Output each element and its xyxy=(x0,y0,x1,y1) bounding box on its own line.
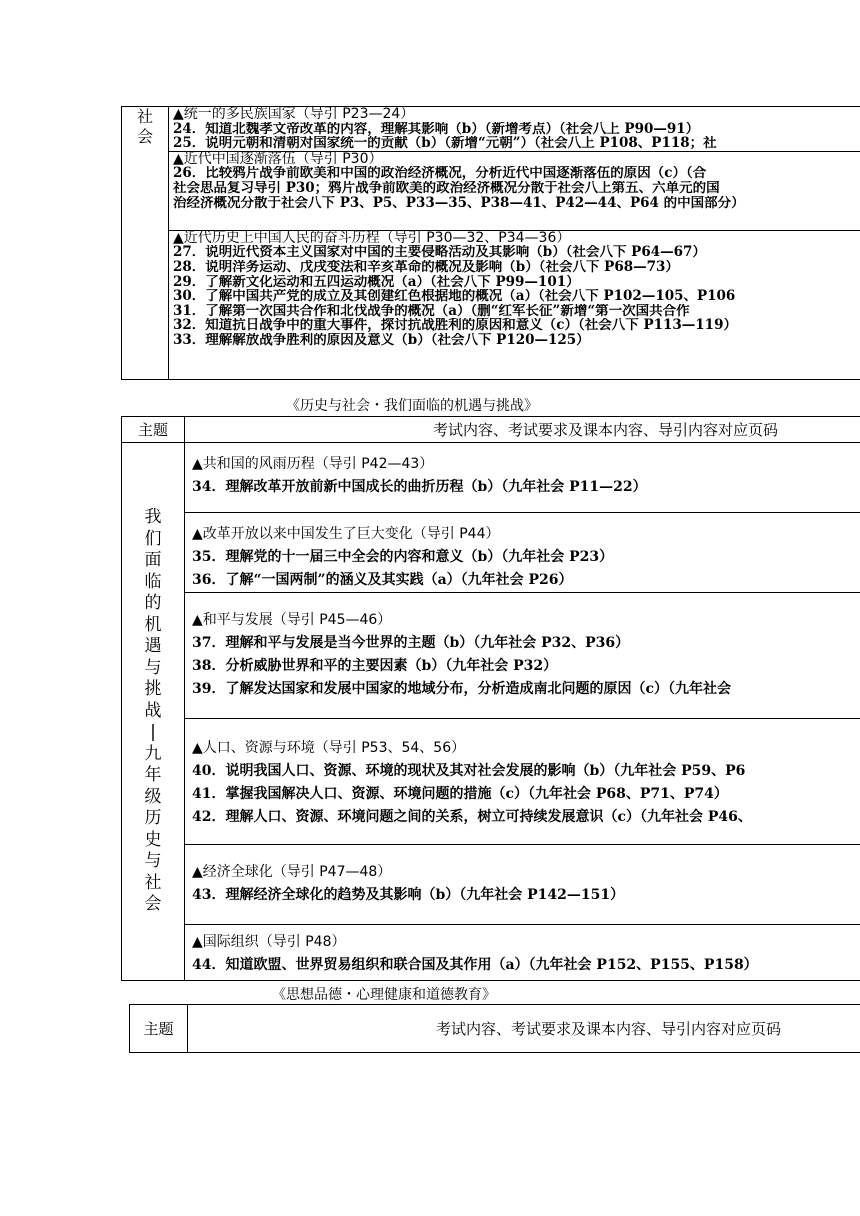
exam-item: 42．理解人口、资源、环境问题之间的关系，树立可持续发展意识（c）（九年社会 P46、 xyxy=(192,809,752,825)
content-group-6 xyxy=(185,925,860,977)
exam-item: 39．了解发达国家和发展中国家的地域分布，分析造成南北问题的原因（c）（九年社会 xyxy=(192,681,732,697)
section-heading: ▲近代历史上中国人民的奋斗历程（导引 P30—32、P34—36） xyxy=(173,230,571,246)
section-heading: ▲改革开放以来中国发生了巨大变化（导引 P44） xyxy=(192,526,500,542)
table-row xyxy=(122,593,860,719)
content-group-1 xyxy=(185,443,860,499)
side-label xyxy=(122,107,168,147)
side-label-char: 与 xyxy=(144,851,162,872)
exam-item: 36．了解“一国两制”的涵义及其实践（a）（九年社会 P26） xyxy=(192,572,573,588)
exam-item: 28．说明洋务运动、戊戌变法和辛亥革命的概况及影响（b）（社会八下 P68—73） xyxy=(173,259,679,275)
exam-item: 40．说明我国人口、资源、环境的现状及其对社会发展的影响（b）（九年社会 P59、P6 xyxy=(192,763,746,779)
content-cell xyxy=(185,845,860,925)
table-header-row xyxy=(130,1005,860,1053)
side-label-char: 遇 xyxy=(144,636,162,657)
table-row xyxy=(122,719,860,845)
exam-item: 社会思品复习导引 P30；鸦片战争前欧美的政治经济概况分散于社会八上第五、六单元的国 xyxy=(173,180,720,196)
content-cell xyxy=(185,513,860,593)
exam-item: 34．理解改革开放前新中国成长的曲折历程（b）（九年社会 P11—22） xyxy=(192,479,647,495)
table-row xyxy=(122,513,860,593)
exam-item: 41．掌握我国解决人口、资源、环境问题的措施（c）（九年社会 P68、P71、P74） xyxy=(192,786,728,802)
content-group-3 xyxy=(185,593,860,701)
side-label-char: 社 xyxy=(136,107,153,126)
side-label-char: 会 xyxy=(136,127,153,146)
side-label-char: 级 xyxy=(144,786,162,807)
table-society-part xyxy=(121,106,860,380)
section-heading: ▲共和国的风雨历程（导引 P42—43） xyxy=(192,456,434,472)
exam-item: 38．分析威胁世界和平的主要因素（b）（九年社会 P32） xyxy=(192,658,558,674)
side-label-char: 我 xyxy=(144,507,162,528)
exam-item: 35．理解党的十一届三中全会的内容和意义（b）（九年社会 P23） xyxy=(192,549,614,565)
side-label-char: 年 xyxy=(144,765,162,786)
exam-item: 25．说明元朝和清朝对国家统一的贡献（b）（新增“元朝”）（社会八上 P108、P118；社 xyxy=(173,136,717,151)
table-ideology-morality xyxy=(129,1004,860,1053)
side-label-char: 史 xyxy=(144,829,162,850)
section-heading: ▲国际组织（导引 P48） xyxy=(192,934,346,950)
section-heading: ▲和平与发展（导引 P45—46） xyxy=(192,612,392,628)
subject-cell xyxy=(122,107,169,380)
section-heading: ▲近代中国逐渐落伍（导引 P30） xyxy=(173,151,383,167)
exam-item: 44．知道欧盟、世界贸易组织和联合国及其作用（a）（九年社会 P152、P155、P158） xyxy=(192,957,758,973)
side-label-char: 临 xyxy=(144,571,162,592)
content-group-2 xyxy=(185,513,860,592)
table-header-row xyxy=(122,417,860,443)
side-label-char: | xyxy=(150,722,156,743)
exam-item: 26．比较鸦片战争前欧美和中国的政治经济概况，分析近代中国逐渐落伍的原因（c）（合 xyxy=(173,166,707,181)
side-label-char: 社 xyxy=(144,872,162,893)
content-group-5 xyxy=(185,845,860,907)
table-row xyxy=(122,107,860,152)
subject-cell xyxy=(122,443,185,981)
table-row xyxy=(122,443,860,513)
header-content: 考试内容、考试要求及课本内容、导引内容对应页码 xyxy=(188,1005,860,1053)
table-row xyxy=(122,845,860,925)
content-group-1 xyxy=(169,107,860,151)
exam-item: 32．知道抗日战争中的重大事件，探讨抗战胜利的原因和意义（c）（社会八下 P113—119） xyxy=(173,318,737,333)
side-label-char: 的 xyxy=(144,593,162,614)
side-label-char: 们 xyxy=(144,528,162,549)
header-topic: 主题 xyxy=(130,1005,188,1053)
section-caption-ideology-morality: 《思想品德・心理健康和道德教育》 xyxy=(272,987,496,1003)
content-cell xyxy=(185,443,860,513)
exam-item: 29．了解新文化运动和五四运动概况（a）（社会八下 P99—101） xyxy=(173,274,580,290)
content-group-3 xyxy=(169,231,860,348)
section-caption-history-society: 《历史与社会・我们面临的机遇与挑战》 xyxy=(286,398,538,414)
content-cell xyxy=(185,719,860,845)
content-group-4 xyxy=(185,719,860,829)
content-cell xyxy=(185,925,860,981)
content-cell xyxy=(169,151,860,230)
exam-item: 43．理解经济全球化的趋势及其影响（b）（九年社会 P142—151） xyxy=(192,887,625,903)
exam-item: 27．说明近代资本主义国家对中国的主要侵略活动及其影响（b）（社会八下 P64—67） xyxy=(173,245,706,260)
content-group-2 xyxy=(169,152,860,210)
table-opportunities-challenges xyxy=(121,416,860,981)
exam-item: 33．理解解放战争胜利的原因及意义（b）（社会八下 P120—125） xyxy=(173,332,590,348)
side-label-char: 与 xyxy=(144,657,162,678)
header-content: 考试内容、考试要求及课本内容、导引内容对应页码 xyxy=(185,417,860,443)
side-label-char: 挑 xyxy=(144,679,162,700)
side-label-char: 会 xyxy=(144,894,162,915)
exam-item: 24．知道北魏孝文帝改革的内容，理解其影响（b）（新增考点）（社会八上 P90—91） xyxy=(173,121,700,137)
side-label-char: 战 xyxy=(144,700,162,721)
content-cell xyxy=(169,107,860,152)
section-heading: ▲经济全球化（导引 P47—48） xyxy=(192,864,392,880)
content-cell xyxy=(185,593,860,719)
section-heading: ▲人口、资源与环境（导引 P53、54、56） xyxy=(192,740,466,756)
side-label-char: 面 xyxy=(144,550,162,571)
side-label-char: 历 xyxy=(144,808,162,829)
side-label-char: 机 xyxy=(144,614,162,635)
exam-item: 治经济概况分散于社会八下 P3、P5、P33—35、P38—41、P42—44、P64 的中国部分） xyxy=(173,195,745,211)
table-row xyxy=(122,230,860,379)
exam-item: 31．了解第一次国共合作和北伐战争的概况（a）（删“红军长征”新增“第一次国共合作 xyxy=(173,303,690,319)
exam-item: 30．了解中国共产党的成立及其创建红色根据地的概况（a）（社会八下 P102—105、P106 xyxy=(173,289,736,304)
section-heading: ▲统一的多民族国家（导引 P23—24） xyxy=(173,107,415,122)
side-label-char: 九 xyxy=(144,743,162,764)
side-label xyxy=(122,507,184,916)
header-topic: 主题 xyxy=(122,417,185,443)
exam-item: 37．理解和平与发展是当今世界的主题（b）（九年社会 P32、P36） xyxy=(192,635,630,651)
table-row xyxy=(122,925,860,981)
content-cell xyxy=(169,230,860,379)
table-row xyxy=(122,151,860,230)
